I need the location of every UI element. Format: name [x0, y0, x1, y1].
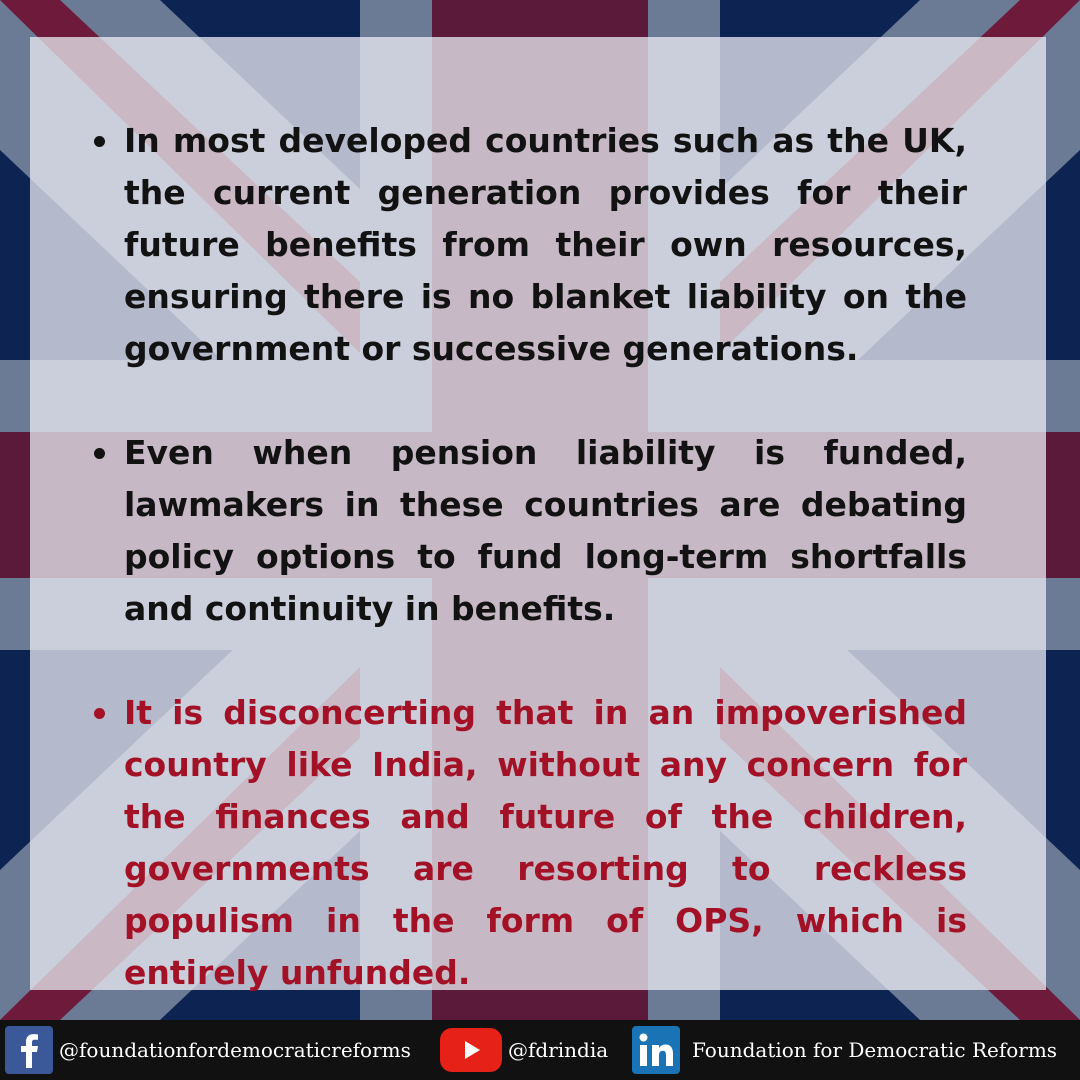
youtube-link[interactable] — [440, 1025, 608, 1075]
bullet-dot-icon — [94, 448, 105, 459]
bullet-point-pension-debate — [94, 427, 967, 635]
bullet-dot-icon — [94, 708, 105, 719]
linkedin-link[interactable] — [632, 1025, 1057, 1075]
bullet-text: It is disconcerting that in an impoverished country like India, without any concern for the finances and future of the children, governments are resorting to reckless populism in the form of OPS, which is entirely unfunded. — [124, 693, 967, 992]
linkedin-page-name: Foundation for Democratic Reforms — [692, 1038, 1058, 1062]
bullet-text: In most developed countries such as the UK, the current generation provides for their future benefits from their own resources, ensuring there is no blanket liability on the government or successive generations. — [124, 121, 967, 368]
youtube-icon — [440, 1028, 502, 1072]
facebook-link[interactable] — [5, 1025, 411, 1075]
bullet-point-india-ops — [94, 687, 967, 999]
facebook-icon — [5, 1026, 53, 1074]
facebook-handle: @foundationfordemocraticreforms — [59, 1038, 411, 1062]
linkedin-icon — [632, 1026, 680, 1074]
bullet-point-uk-funding — [94, 115, 967, 375]
content-card — [30, 37, 1046, 990]
bullet-text: Even when pension liability is funded, lawmakers in these countries are debating policy options to fund long-term shortfalls and continuity in benefits. — [124, 433, 967, 628]
social-footer — [0, 1020, 1080, 1080]
youtube-handle: @fdrindia — [508, 1038, 609, 1062]
bullet-dot-icon — [94, 136, 105, 147]
bullet-list — [94, 115, 967, 999]
